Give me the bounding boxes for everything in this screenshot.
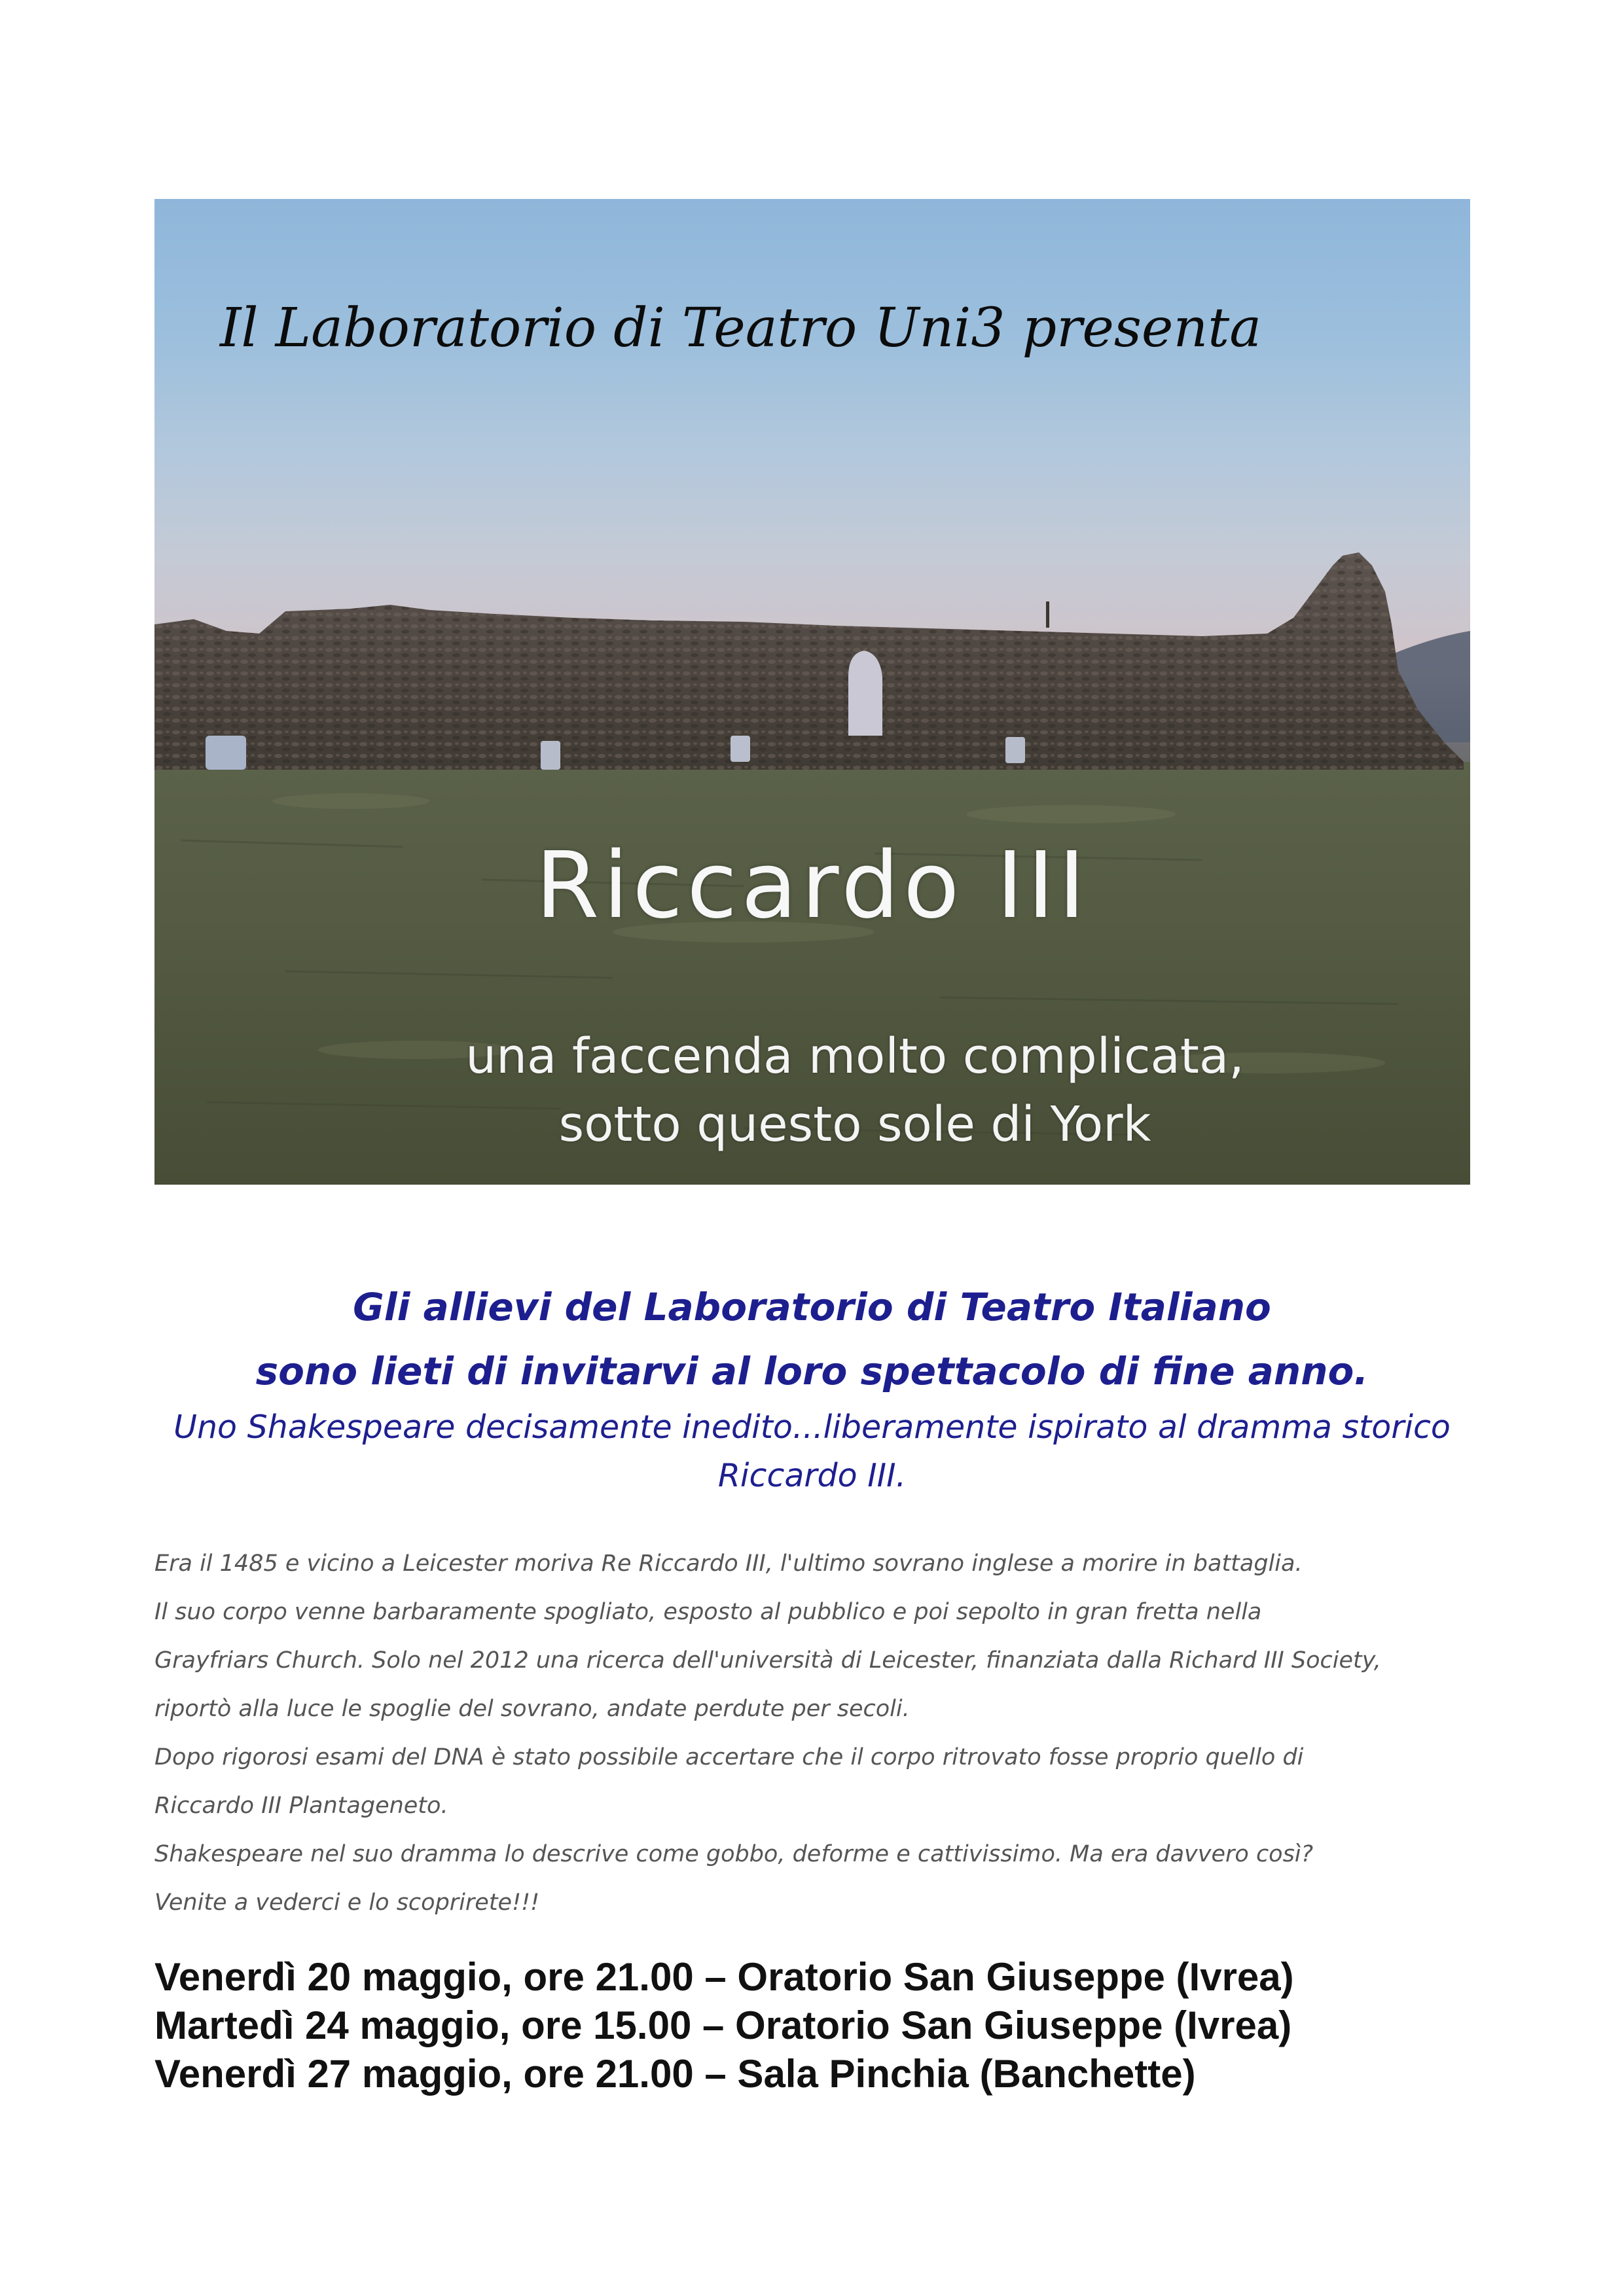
story-line: riportò alla luce le spoglie del sovrano, andate perdute per secoli. [154, 1696, 910, 1722]
story-line: Era il 1485 e vicino a Leicester moriva Re Riccardo III, l'ultimo sovrano inglese a morire in battaglia. [154, 1551, 1303, 1577]
story-line: Shakespeare nel suo dramma lo descrive come gobbo, deforme e cattivissimo. Ma era davvero così? [154, 1841, 1314, 1867]
performance-date: Venerdì 20 maggio, ore 21.00 – Oratorio San Giuseppe (Ivrea) [154, 1955, 1294, 1999]
invitation [131, 1275, 1493, 1500]
story-line: Riccardo III Plantageneto. [154, 1793, 448, 1819]
performance-date: Martedì 24 maggio, ore 15.00 – Oratorio San Giuseppe (Ivrea) [154, 2003, 1292, 2047]
show-subtitle [331, 1022, 1379, 1158]
performance-dates [154, 1953, 1490, 2098]
story-line: Dopo rigorosi esami del DNA è stato possibile accertare che il corpo ritrovato fosse proprio quello di [154, 1744, 1304, 1770]
show-title: Riccardo III [535, 833, 1089, 939]
story-line: Il suo corpo venne barbaramente spogliato, esposto al pubblico e poi sepolto in gran fretta nella [154, 1599, 1262, 1625]
subtitle-line: sotto questo sole di York [558, 1096, 1151, 1153]
story-paragraph [154, 1539, 1490, 1927]
description-line: Riccardo III. [717, 1457, 907, 1494]
performance-date: Venerdì 27 maggio, ore 21.00 – Sala Pinchia (Banchette) [154, 2052, 1196, 2096]
invitation-line: Gli allievi del Laboratorio di Teatro Italiano [353, 1285, 1271, 1329]
subtitle-line: una faccenda molto complicata, [465, 1028, 1244, 1085]
invitation-line: sono lieti di invitarvi al loro spettacolo di fine anno. [255, 1349, 1369, 1393]
presenter-line: Il Laboratorio di Teatro Uni3 presenta [220, 297, 1262, 359]
description-line: Uno Shakespeare decisamente inedito...liberamente ispirato al dramma storico [173, 1408, 1451, 1446]
story-line: Venite a vederci e lo scoprirete!!! [154, 1890, 540, 1916]
story-line: Grayfriars Church. Solo nel 2012 una ricerca dell'università di Leicester, finanziata dalla Richard III Society, [154, 1647, 1381, 1674]
poster-photo [154, 199, 1470, 1185]
